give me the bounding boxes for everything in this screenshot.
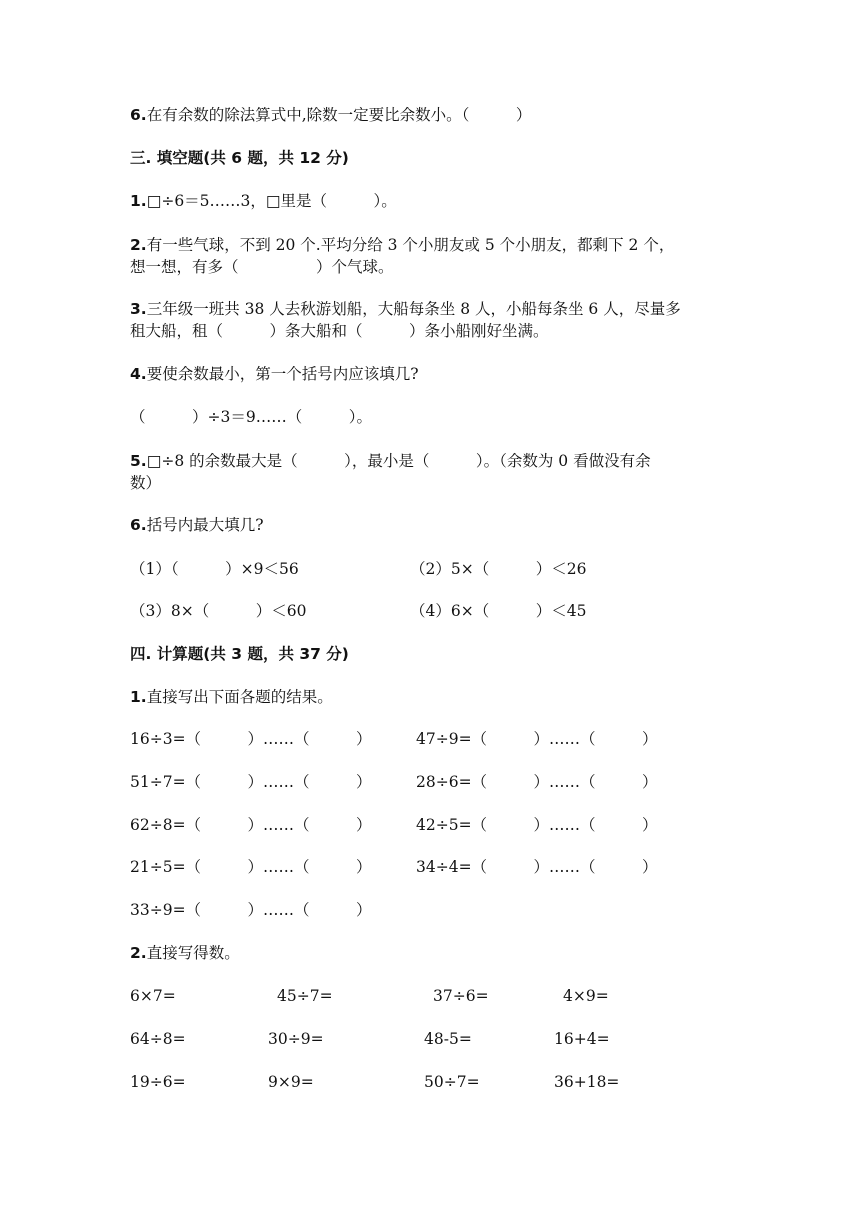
calc-q1-left-3: 62÷8=（ ）……（ ） <box>130 816 372 834</box>
question-text-line1: 有一些气球，不到 20 个.平均分给 3 个小朋友或 5 个小朋友，都剩下 2 个， <box>146 236 675 254</box>
calc-q2 <box>130 942 240 964</box>
fill-q3 <box>130 298 681 320</box>
question-number: 6. <box>130 516 147 534</box>
question-number: 2. <box>130 236 147 254</box>
calc-q2-r1-c2: 45÷7= <box>277 987 333 1005</box>
question-number: 6. <box>130 106 147 124</box>
fill-q3-line2: 租大船，租（ ）条大船和（ ）条小船刚好坐满。 <box>130 322 549 340</box>
fill-q6 <box>130 514 264 536</box>
fill-q1 <box>130 190 397 212</box>
question-text-line1: □÷8 的余数最大是（ ），最小是（ ）。（余数为 0 看做没有余 <box>146 452 651 470</box>
calc-q1-left-2: 51÷7=（ ）……（ ） <box>130 773 372 791</box>
question-number: 4. <box>130 365 147 383</box>
calc-q2-r1-c1: 6×7= <box>130 987 176 1005</box>
question-text-line1: 三年级一班共 38 人去秋游划船，大船每条坐 8 人，小船每条坐 6 人，尽量多 <box>146 300 681 318</box>
fill-q2-line2: 想一想，有多（ ）个气球。 <box>130 258 394 276</box>
question-text: 括号内最大填几? <box>146 516 264 534</box>
fill-q2 <box>130 234 674 256</box>
question-text: 直接写出下面各题的结果。 <box>146 688 333 706</box>
question-6 <box>130 104 531 126</box>
question-text: 在有余数的除法算式中,除数一定要比余数小。（ ） <box>146 106 532 124</box>
fill-q6-item-2: （2）5×（ ）＜26 <box>410 560 587 578</box>
calc-q1-right-2: 28÷6=（ ）……（ ） <box>416 773 658 791</box>
question-text: 要使余数最小，第一个括号内应该填几? <box>146 365 419 383</box>
calc-q2-r1-c4: 4×9= <box>563 987 609 1005</box>
question-number: 2. <box>130 944 147 962</box>
section-4-heading: 四. 计算题(共 3 题，共 37 分) <box>130 645 349 663</box>
calc-q1-right-4: 34÷4=（ ）……（ ） <box>416 858 658 876</box>
calc-q2-r2-c1: 64÷8= <box>130 1030 186 1048</box>
question-number: 5. <box>130 452 147 470</box>
fill-q4-formula: （ ）÷3＝9……（ ）。 <box>130 408 372 426</box>
calc-q2-r1-c3: 37÷6= <box>433 987 489 1005</box>
question-text: 直接写得数。 <box>146 944 240 962</box>
calc-q1-right-3: 42÷5=（ ）……（ ） <box>416 816 658 834</box>
fill-q5-line2: 数） <box>130 474 162 492</box>
question-text: □÷6＝5……3，□里是（ ）。 <box>146 192 397 210</box>
calc-q2-r3-c1: 19÷6= <box>130 1073 186 1091</box>
fill-q6-item-1: （1）（ ）×9＜56 <box>130 560 299 578</box>
calc-q2-r3-c3: 50÷7= <box>424 1073 480 1091</box>
question-number: 1. <box>130 192 147 210</box>
question-number: 3. <box>130 300 147 318</box>
calc-q1-left-4: 21÷5=（ ）……（ ） <box>130 858 372 876</box>
calc-q2-r2-c2: 30÷9= <box>268 1030 324 1048</box>
calc-q2-r2-c4: 16+4= <box>554 1030 610 1048</box>
section-3-heading: 三. 填空题(共 6 题，共 12 分) <box>130 149 349 167</box>
calc-q1-right-1: 47÷9=（ ）……（ ） <box>416 730 658 748</box>
calc-q1 <box>130 686 333 708</box>
fill-q6-item-4: （4）6×（ ）＜45 <box>410 602 587 620</box>
fill-q5 <box>130 450 651 472</box>
calc-q2-r2-c3: 48-5= <box>424 1030 472 1048</box>
calc-q2-r3-c4: 36+18= <box>554 1073 620 1091</box>
calc-q2-r3-c2: 9×9= <box>268 1073 314 1091</box>
calc-q1-left-5: 33÷9=（ ）……（ ） <box>130 901 372 919</box>
fill-q4 <box>130 363 419 385</box>
fill-q6-item-3: （3）8×（ ）＜60 <box>130 602 307 620</box>
question-number: 1. <box>130 688 147 706</box>
calc-q1-left-1: 16÷3=（ ）……（ ） <box>130 730 372 748</box>
